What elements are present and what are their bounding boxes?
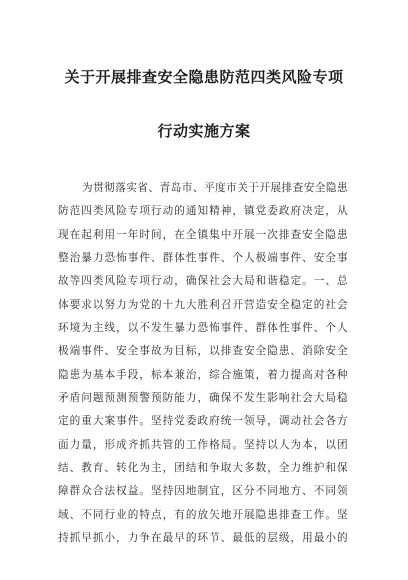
body-line: 体要求以努力为党的十九大胜利召开营造安全稳定的社会 (58, 298, 348, 311)
body-line: 为贯彻落实省、青岛市、平度市关于开展排查安全隐患 (82, 182, 348, 194)
body-line: 故等四类风险专项行动，确保社会大局和谐稳定。一、总 (58, 275, 348, 288)
body-line: 极端事件、安全事故为目标，以排查安全隐患、消除安全 (58, 345, 348, 358)
body-line: 防范四类风险专项行动的通知精神，镇党委政府决定，从 (58, 205, 348, 218)
document-body (58, 177, 348, 551)
body-line: 结、教育、转化为主，团结和争取大多数，全力维护和保 (58, 462, 348, 475)
body-line: 定的重大案事件。坚持党委政府统一领导，调动社会各方 (58, 415, 348, 428)
body-line: 障群众合法权益。坚持因地制宜，区分不同地方、不同领 (58, 485, 348, 498)
body-line: 域、不同行业的特点，有的放矢地开展隐患排查工作。坚 (58, 508, 348, 521)
body-line: 持抓早抓小，力争在最早的环节、最低的层级，用最小的 (58, 532, 348, 545)
body-line: 矛盾问题预测预警预防能力，确保不发生影响社会大局稳 (58, 392, 348, 405)
body-line: 面力量，形成齐抓共管的工作格局。坚持以人为本，以团 (58, 438, 348, 451)
document-title-line-2: 行动实施方案 (157, 122, 251, 140)
body-line: 现在起利用一年时间，在全镇集中开展一次排查安全隐患 (58, 228, 348, 241)
document-title-line-1: 关于开展排查安全隐患防范四类风险专项 (64, 68, 344, 86)
body-line: 隐患为基本手段，标本兼治，综合施策，着力提高对各种 (58, 368, 348, 381)
body-line: 环境为主线，以不发生暴力恐怖事件、群体性事件、个人 (58, 322, 348, 335)
body-line: 整治暴力恐怖事件、群体性事件、个人极端事件、安全事 (58, 252, 348, 265)
